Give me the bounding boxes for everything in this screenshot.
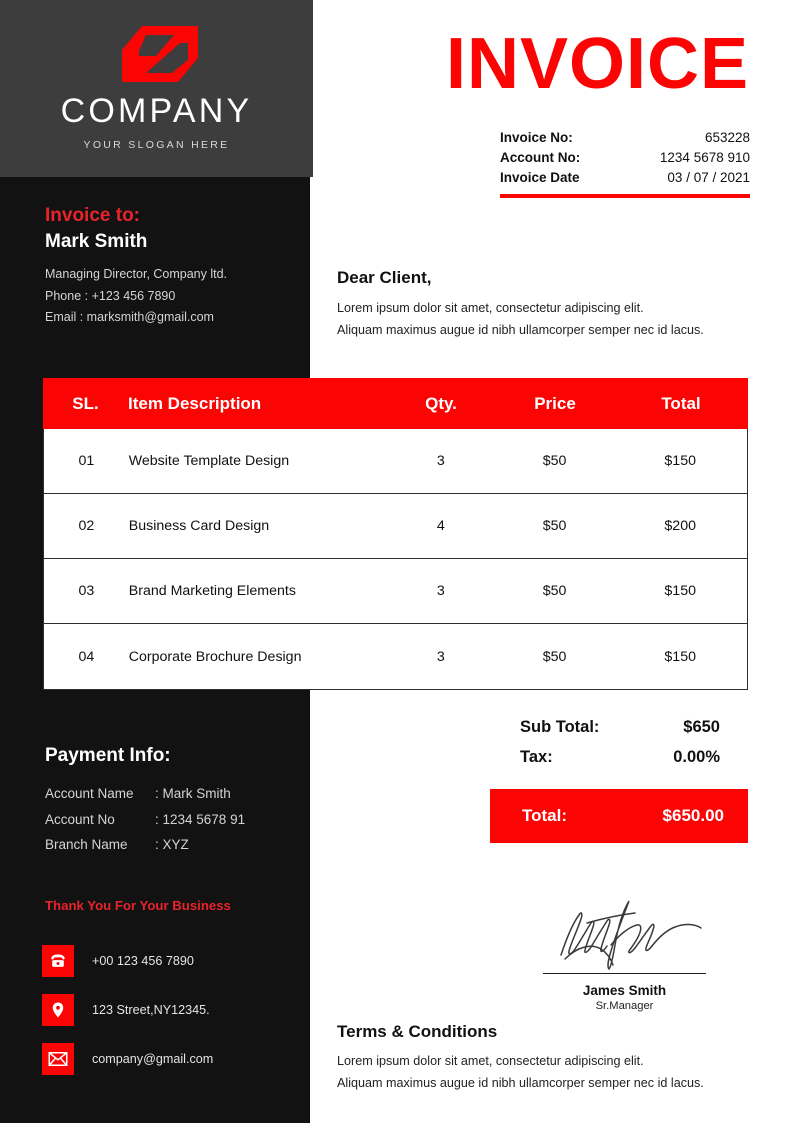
invoice-meta — [500, 130, 750, 198]
signature-block — [543, 893, 706, 1012]
invoice-to-email: Email : marksmith@gmail.com — [45, 310, 214, 324]
page-title: INVOICE — [445, 24, 749, 104]
invoice-to-name: Mark Smith — [45, 231, 148, 252]
cell-description: Website Template Design — [128, 453, 290, 469]
interlocking-s-logo-icon — [116, 26, 198, 82]
cell-sl: 03 — [78, 583, 95, 599]
cell-price: $50 — [542, 583, 567, 599]
envelope-icon — [42, 1043, 74, 1075]
invoice-to-title: Invoice to: — [45, 205, 141, 226]
signature-rule — [543, 973, 706, 974]
signature-role: Sr.Manager — [595, 1000, 654, 1012]
invoice-to-phone: Phone : +123 456 7890 — [45, 288, 176, 303]
meta-row-invoice-no — [500, 130, 750, 145]
tax-row — [490, 748, 748, 767]
grand-total-row — [490, 789, 748, 843]
contact-email[interactable] — [42, 1043, 307, 1075]
telephone-icon — [42, 945, 74, 977]
contact-phone[interactable] — [42, 945, 307, 977]
cell-qty: 3 — [436, 648, 445, 665]
tax-value: 0.00% — [673, 748, 720, 766]
sub-total-value: $650 — [683, 718, 720, 736]
payment-info-value: : 1234 5678 91 — [155, 811, 246, 827]
cell-qty: 4 — [436, 518, 445, 534]
contact-address-text: 123 Street,NY12345. — [92, 1003, 210, 1017]
cell-price: $50 — [542, 648, 567, 665]
payment-info-key: Account No — [45, 811, 115, 827]
cell-sl: 04 — [78, 648, 95, 665]
cell-price: $50 — [542, 518, 567, 534]
totals-block — [490, 718, 748, 843]
cell-description: Brand Marketing Elements — [128, 583, 296, 599]
terms-line: Lorem ipsum dolor sit amet, consectetur adipiscing elit. — [337, 1054, 644, 1068]
grand-total-label: Total: — [522, 806, 568, 825]
column-header-description: Item Description — [128, 393, 262, 413]
contact-list — [42, 945, 307, 1092]
table-header-row — [43, 378, 748, 429]
payment-info-row — [45, 807, 307, 833]
table-row — [44, 624, 747, 689]
terms-block — [337, 1022, 757, 1094]
column-header-price: Price — [534, 393, 576, 413]
tax-label: Tax: — [520, 748, 553, 766]
invoice-to-role: Managing Director, Company ltd. — [45, 267, 228, 281]
company-name: COMPANY — [60, 92, 253, 130]
meta-row-invoice-date — [500, 170, 750, 185]
signature-name: James Smith — [582, 983, 667, 998]
cell-qty: 3 — [436, 453, 445, 469]
column-header-total: Total — [661, 393, 701, 413]
payment-info-row — [45, 781, 307, 807]
grand-total-value: $650.00 — [662, 806, 724, 825]
cell-total: $200 — [664, 518, 696, 534]
thank-you-message: Thank You For Your Business — [45, 897, 231, 913]
table-row — [44, 429, 747, 494]
meta-value: 1234 5678 910 — [659, 150, 750, 165]
cell-sl: 02 — [78, 518, 95, 534]
sub-total-row — [490, 718, 748, 737]
company-slogan: YOUR SLOGAN HERE — [83, 139, 230, 151]
table-body — [43, 429, 748, 690]
table-row — [44, 559, 747, 624]
payment-info-title: Payment Info: — [45, 745, 171, 766]
table-row — [44, 494, 747, 559]
client-message-line: Lorem ipsum dolor sit amet, consectetur adipiscing elit. — [337, 301, 644, 315]
column-header-sl: SL. — [72, 393, 99, 413]
meta-value: 03 / 07 / 2021 — [667, 170, 750, 185]
cell-total: $150 — [664, 453, 696, 469]
logo-panel — [0, 0, 313, 177]
terms-line: Aliquam maximus augue id nibh ullamcorper semper nec id lacus. — [337, 1076, 704, 1091]
column-header-qty: Qty. — [425, 393, 457, 413]
cell-sl: 01 — [78, 453, 95, 469]
invoice-to-block — [45, 205, 310, 329]
meta-row-account-no — [500, 150, 750, 165]
location-pin-icon — [42, 994, 74, 1026]
cell-total: $150 — [664, 648, 696, 665]
handwritten-signature-icon — [543, 893, 706, 971]
meta-label: Invoice No: — [500, 130, 573, 145]
cell-total: $150 — [664, 583, 696, 599]
sub-total-label: Sub Total: — [520, 718, 600, 736]
client-greeting: Dear Client, — [337, 268, 432, 287]
cell-description: Corporate Brochure Design — [128, 648, 302, 665]
items-table — [43, 378, 748, 690]
cell-description: Business Card Design — [128, 518, 270, 534]
payment-info-key: Account Name — [45, 786, 134, 801]
terms-title: Terms & Conditions — [337, 1022, 498, 1041]
client-message-block — [337, 268, 757, 341]
payment-info-key: Branch Name — [45, 837, 128, 853]
payment-info-row — [45, 832, 307, 858]
contact-email-text: company@gmail.com — [92, 1052, 214, 1066]
client-message-line: Aliquam maximus augue id nibh ullamcorper semper nec id lacus. — [337, 323, 704, 338]
cell-qty: 3 — [436, 583, 445, 599]
payment-info-value: : XYZ — [155, 837, 189, 853]
payment-info-value: : Mark Smith — [155, 786, 231, 801]
meta-label: Account No: — [500, 150, 581, 165]
meta-value: 653228 — [704, 130, 750, 145]
contact-phone-text: +00 123 456 7890 — [92, 954, 194, 968]
meta-red-underline — [500, 194, 750, 198]
cell-price: $50 — [542, 453, 567, 469]
meta-label: Invoice Date — [500, 170, 580, 185]
contact-address[interactable] — [42, 994, 307, 1026]
payment-info-block — [45, 745, 307, 913]
